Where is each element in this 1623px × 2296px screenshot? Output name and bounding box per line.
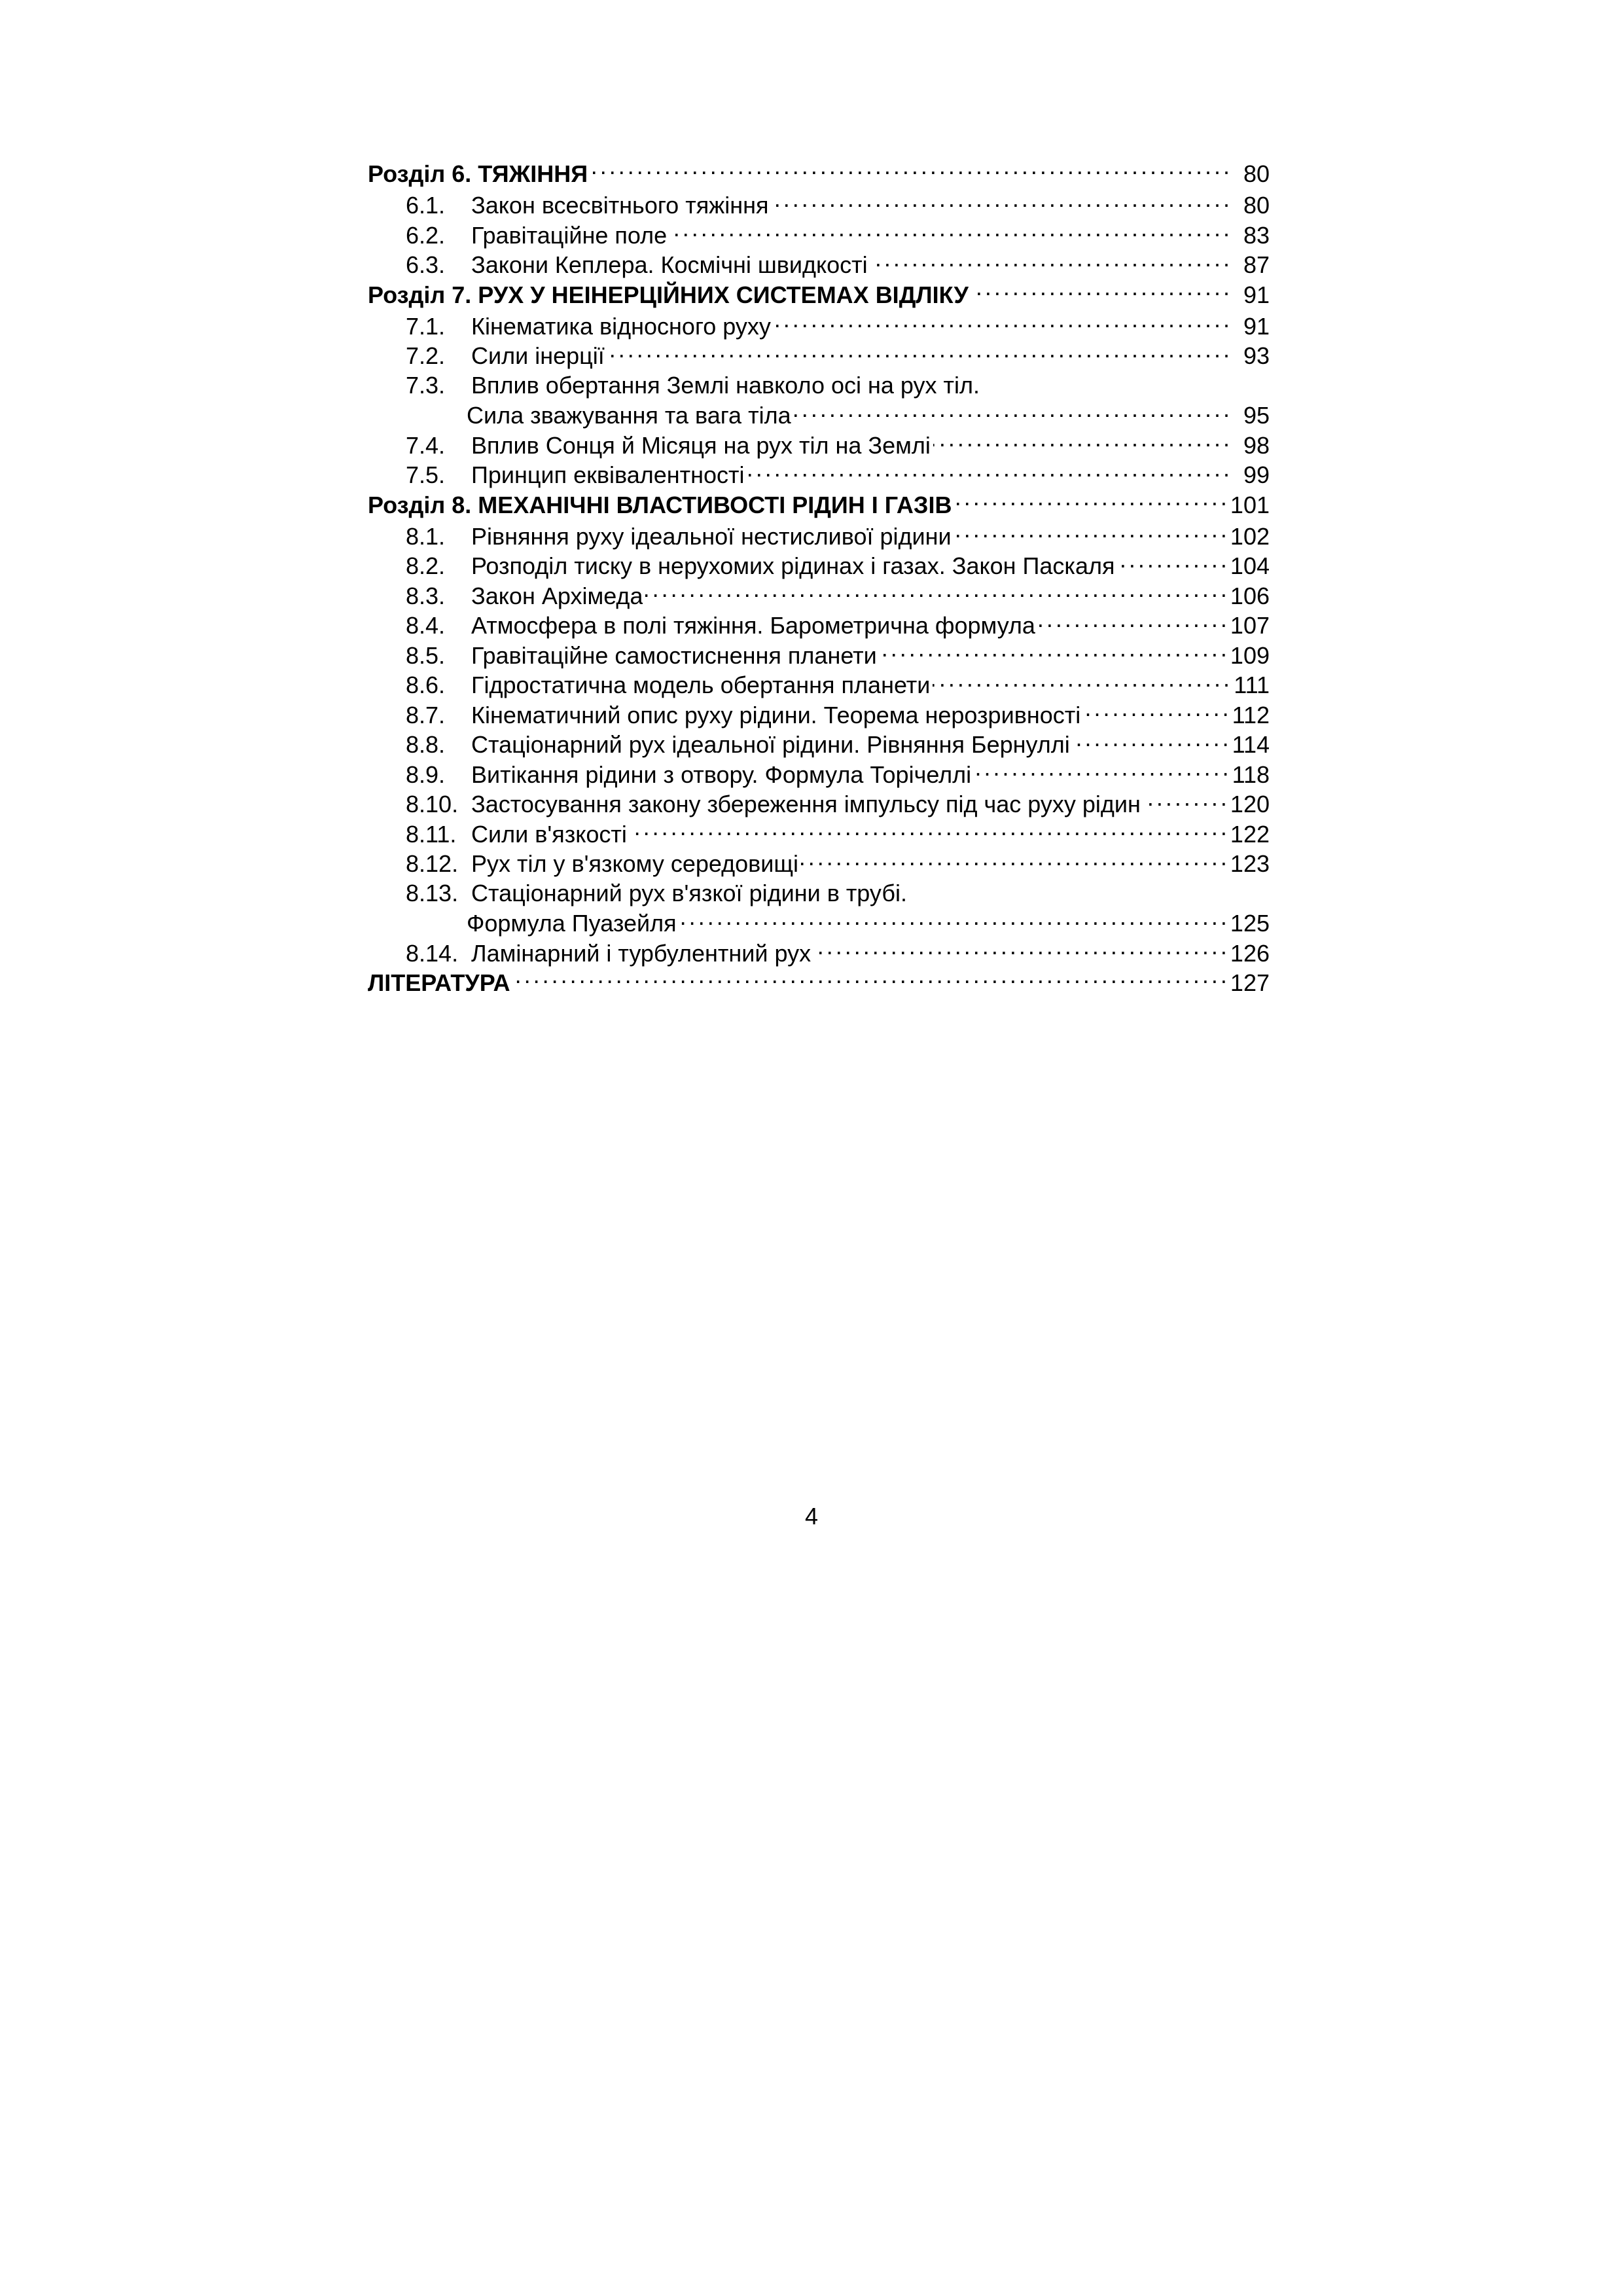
toc-section-number: 8.2. (406, 552, 446, 579)
toc-page-number: 80 (1243, 192, 1270, 219)
toc-section-number: 6.1. (406, 192, 446, 219)
toc-section-entry (368, 550, 1270, 581)
toc-dot-leader (679, 908, 1225, 931)
toc-section-entry (368, 878, 1270, 908)
toc-page-number: 98 (1243, 431, 1270, 459)
toc-dot-leader (933, 430, 1228, 454)
toc-dot-leader (1038, 610, 1225, 634)
toc-section-number: 8.8. (406, 731, 446, 758)
toc-section-entry (368, 759, 1270, 789)
toc-section-entry (368, 789, 1270, 819)
toc-section-entry (368, 220, 1270, 250)
toc-entry-title: Рівняння руху ідеальної нестисливої рідини (471, 522, 952, 550)
toc-page-number: 118 (1232, 761, 1270, 788)
toc-section-number: 7.2. (406, 342, 446, 369)
toc-section-entry (368, 581, 1270, 611)
toc-page-number: 126 (1230, 939, 1270, 967)
toc-section-entry (368, 729, 1270, 759)
toc-entry-title: Застосування закону збереження імпульсу під час руху рідин (471, 791, 1141, 817)
toc-entry-title: ЛІТЕРАТУРА (368, 969, 510, 996)
table-of-contents (368, 158, 1270, 999)
toc-section-number: 8.14. (406, 939, 459, 967)
toc-section-entry (368, 311, 1270, 341)
toc-section-entry (368, 340, 1270, 370)
toc-dot-leader (813, 938, 1225, 961)
toc-entry-title: Гравітаційне самостиснення планети (471, 641, 877, 669)
toc-dot-leader (607, 340, 1228, 364)
toc-section-entry (368, 640, 1270, 670)
toc-dot-leader (933, 670, 1228, 693)
toc-section-number: 7.5. (406, 461, 446, 488)
toc-entry-title: Формула Пуазейля (467, 910, 677, 937)
toc-chapter-entry (368, 158, 1270, 190)
toc-section-entry (368, 430, 1270, 460)
toc-dot-leader (774, 311, 1228, 334)
toc-page-number: 93 (1243, 342, 1270, 369)
toc-dot-leader (974, 759, 1226, 783)
toc-entry-title: Гравітаційне поле (471, 221, 668, 249)
toc-entry-title: Рух тіл у в'язкому середовищі (471, 850, 798, 877)
toc-entry-title: Принцип еквівалентності (471, 461, 745, 488)
toc-dot-leader (1073, 729, 1227, 753)
toc-page-number: 99 (1243, 461, 1270, 488)
toc-section-entry (368, 908, 1270, 938)
toc-entry-title: Вплив обертання Землі навколо осі на рух тіл. (471, 371, 980, 399)
toc-entry-title: Розподіл тиску в нерухомих рідинах і газах. Закон Паскаля (471, 552, 1115, 579)
toc-page-number: 83 (1243, 221, 1270, 249)
toc-section-number: 8.13. (406, 879, 459, 906)
toc-entry-title: Сила зважування та вага тіла (467, 402, 791, 429)
toc-section-number: 7.1. (406, 312, 446, 340)
toc-section-number: 8.5. (406, 641, 446, 669)
toc-entry-title: Ламінарний і турбулентний рух (471, 939, 812, 967)
toc-entry-title: Розділ 7. РУХ У НЕІНЕРЦІЙНИХ СИСТЕМАХ ВІДЛІКУ (368, 281, 969, 308)
toc-page-number: 109 (1230, 641, 1270, 669)
toc-entry-title: Стаціонарний рух ідеальної рідини. Рівняння Бернуллі (471, 731, 1070, 758)
toc-section-number: 8.3. (406, 582, 446, 609)
toc-page-number: 120 (1230, 791, 1270, 817)
toc-dot-leader (954, 521, 1225, 545)
toc-entry-title: Закони Кеплера. Космічні швидкості (471, 251, 868, 278)
toc-dot-leader (669, 220, 1228, 243)
toc-page-number: 111 (1234, 672, 1270, 698)
toc-section-entry (368, 610, 1270, 640)
toc-page-number: 122 (1230, 820, 1270, 848)
toc-dot-leader (954, 490, 1224, 513)
toc-section-entry (368, 670, 1270, 700)
toc-chapter-entry (368, 279, 1270, 311)
toc-dot-leader (630, 819, 1225, 842)
toc-section-number: 6.3. (406, 251, 446, 278)
toc-entry-title: Сили в'язкості (471, 820, 627, 848)
toc-page-number: 95 (1243, 402, 1270, 429)
toc-section-entry (368, 459, 1270, 490)
toc-dot-leader (513, 967, 1225, 991)
toc-section-entry (368, 938, 1270, 968)
toc-page-number: 101 (1230, 491, 1270, 518)
toc-page-number: 106 (1230, 582, 1270, 609)
toc-dot-leader (794, 400, 1228, 423)
toc-entry-title: Витікання рідини з отвору. Формула Торічеллі (471, 761, 972, 788)
toc-entry-title: Вплив Сонця й Місяця на рух тіл на Землі (471, 431, 931, 459)
toc-section-entry (368, 848, 1270, 878)
toc-section-entry (368, 400, 1270, 430)
toc-dot-leader (645, 581, 1224, 604)
toc-page-number: 125 (1230, 910, 1270, 937)
toc-dot-leader (870, 249, 1228, 273)
toc-entry-title: Сили інерції (471, 342, 605, 369)
toc-section-entry (368, 249, 1270, 279)
toc-dot-leader (1143, 789, 1225, 812)
toc-section-entry (368, 521, 1270, 551)
toc-entry-title: Закон Архімеда (471, 582, 643, 609)
page-number: 4 (804, 1503, 819, 1530)
toc-page-number: 112 (1232, 701, 1270, 728)
toc-entry-title: Закон всесвітнього тяжіння (471, 192, 769, 219)
toc-section-number: 8.7. (406, 701, 446, 728)
toc-section-entry (368, 700, 1270, 730)
toc-entry-title: Кінематичний опис руху рідини. Теорема нерозривності (471, 701, 1081, 728)
toc-section-number: 7.3. (406, 371, 446, 399)
toc-entry-title: Розділ 6. ТЯЖІННЯ (368, 160, 588, 187)
toc-page-number: 87 (1243, 251, 1270, 278)
toc-section-number: 8.10. (406, 791, 459, 817)
toc-dot-leader (1083, 700, 1226, 723)
toc-page-number: 114 (1232, 731, 1270, 758)
toc-section-number: 8.12. (406, 850, 459, 877)
toc-page-number: 104 (1230, 552, 1270, 579)
toc-entry-title: Стаціонарний рух в'язкої рідини в трубі. (471, 879, 907, 906)
toc-section-number: 8.1. (406, 522, 446, 550)
toc-dot-leader (772, 190, 1228, 213)
toc-dot-leader (971, 279, 1228, 303)
toc-entry-title: Гідростатична модель обертання планети (471, 672, 931, 698)
toc-page-number: 123 (1230, 850, 1270, 877)
toc-section-entry (368, 819, 1270, 849)
toc-page-number: 102 (1230, 522, 1270, 550)
toc-chapter-entry (368, 490, 1270, 521)
toc-page-number: 127 (1230, 969, 1270, 996)
toc-dot-leader (590, 158, 1228, 182)
toc-entry-title: Кінематика відносного руху (471, 312, 771, 340)
toc-section-number: 8.9. (406, 761, 446, 788)
toc-page-number: 91 (1243, 312, 1270, 340)
toc-section-entry (368, 370, 1270, 401)
toc-section-number: 8.4. (406, 612, 446, 639)
toc-entry-title: Розділ 8. МЕХАНІЧНІ ВЛАСТИВОСТІ РІДИН І ГАЗІВ (368, 491, 952, 518)
toc-dot-leader (1117, 550, 1224, 574)
toc-section-entry (368, 190, 1270, 220)
toc-chapter-entry (368, 967, 1270, 999)
toc-section-number: 6.2. (406, 221, 446, 249)
toc-section-number: 8.11. (406, 820, 457, 848)
toc-page-number: 80 (1243, 160, 1270, 187)
toc-page-number: 107 (1230, 612, 1270, 639)
toc-section-number: 7.4. (406, 431, 446, 459)
toc-dot-leader (801, 848, 1225, 872)
toc-dot-leader (880, 640, 1225, 664)
toc-page-number: 91 (1243, 281, 1270, 308)
toc-dot-leader (747, 459, 1228, 483)
toc-section-number: 8.6. (406, 672, 446, 698)
toc-entry-title: Атмосфера в полі тяжіння. Барометрична формула (471, 612, 1035, 639)
